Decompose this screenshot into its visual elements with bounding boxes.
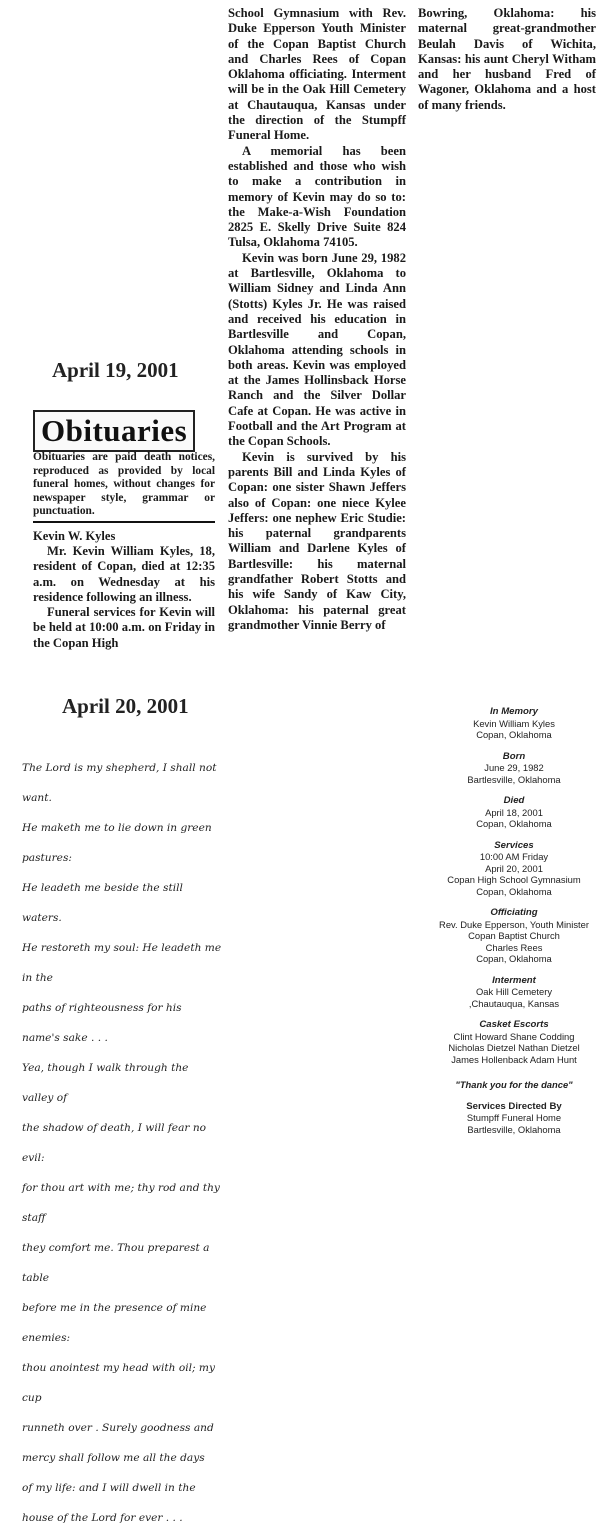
psalm-line: He maketh me to lie down in green pastures:	[22, 822, 212, 864]
section-heading: Officiating	[490, 907, 538, 918]
section-in-memory	[414, 706, 614, 741]
section-line: Stumpff Funeral Home	[466, 1112, 562, 1123]
section-heading: Casket Escorts	[479, 1019, 549, 1030]
section-died	[414, 795, 614, 830]
deceased-name: Kevin W. Kyles	[33, 529, 116, 543]
obituary-paragraph: School Gymnasium with Rev. Duke Epperson Youth Minister of the Copan Baptist Church and Charles Rees of Copan Oklahoma officiating. Interment will be in the Oak Hill Cemetery at Chautauqua, Kansas under the direction of the Stumpff Funeral Home.	[228, 6, 406, 143]
service-program	[414, 706, 614, 1135]
psalm-line: they comfort me. Thou preparest a table	[22, 1242, 210, 1284]
psalm-line: house of the Lord for ever . . .	[22, 1512, 183, 1524]
section-line: Copan, Oklahoma	[476, 885, 552, 897]
psalm-line: thou anointest my head with oil; my cup	[22, 1362, 215, 1404]
program-date: April 20, 2001	[62, 694, 189, 718]
psalm-line: paths of righteousness for his name's sake . . .	[22, 1002, 182, 1044]
psalm-line: mercy shall follow me all the days	[22, 1452, 205, 1464]
section-line: Bartlesville, Oklahoma	[467, 1123, 561, 1135]
obituary-paragraph: Mr. Kevin William Kyles, 18, resident of Copan, died at 12:35 a.m. on Wednesday at his residence following an illness.	[33, 544, 215, 604]
section-interment	[414, 975, 614, 1010]
section-officiating	[414, 907, 614, 965]
section-heading: Born	[502, 750, 526, 762]
section-line: Kevin William Kyles	[473, 717, 555, 729]
section-line: Clint Howard Shane Codding	[453, 1030, 575, 1042]
psalm-line: the shadow of death, I will fear no evil:	[22, 1122, 207, 1164]
section-line: Bartlesville, Oklahoma	[467, 773, 561, 785]
obituary-paragraph: Kevin is survived by his parents Bill and Linda Kyles of Copan: one sister Shawn Jeffers also of Copan: one niece Kylee Jeffers: one nephew Eric Studie: his paternal grandparents William and Darlene Kyles of Bartlesville: his maternal grandfather Robert Stotts and his wife Sandy of Kaw City, Oklahoma: his paternal great grandmother Vinnie Berry of	[228, 449, 406, 632]
section-line: 10:00 AM Friday	[479, 851, 549, 862]
section-line: Rev. Duke Epperson, Youth Minister	[439, 918, 589, 930]
section-line: Copan High School Gymnasium	[447, 874, 581, 885]
obituary-paragraph: Bowring, Oklahoma: his maternal great-grandmother Beulah Davis of Wichita, Kansas: his aunt Cheryl Witham and her husband Fred of Wagoner, Oklahoma and a host of many friends.	[418, 6, 596, 112]
section-heading: Interment	[492, 974, 536, 986]
obituary-column-2	[228, 6, 406, 633]
obituary-notice: Obituaries are paid death notices, reproduced as provided by local funeral homes, without changes for newspaper style, grammar or punctuation.	[33, 451, 215, 518]
obituary-date: April 19, 2001	[52, 358, 179, 382]
obituary-column-3	[418, 6, 596, 113]
section-casket-escorts	[414, 1019, 614, 1065]
section-line: Charles Rees	[485, 941, 543, 953]
obituary-column-1	[33, 529, 215, 651]
psalm-line: for thou art with me; thy rod and thy staff	[22, 1182, 220, 1224]
section-services	[414, 840, 614, 898]
obituaries-masthead	[33, 410, 215, 452]
psalm-line: before me in the presence of mine enemies:	[22, 1302, 207, 1344]
section-heading: Services Directed By	[466, 1100, 562, 1112]
section-line: Copan, Oklahoma	[476, 818, 552, 829]
section-heading: Services	[494, 839, 534, 851]
psalm-23	[22, 753, 222, 1533]
psalm-line: He restoreth my soul: He leadeth me in the	[22, 942, 222, 984]
psalm-line: The Lord is my shepherd, I shall not want.	[22, 762, 217, 804]
obituary-paragraph: Funeral services for Kevin will be held at 10:00 a.m. on Friday in the Copan High	[33, 605, 215, 650]
section-heading: Died	[503, 795, 525, 806]
section-born	[414, 751, 614, 786]
psalm-line: runneth over . Surely goodness and	[22, 1422, 214, 1434]
section-line: Copan, Oklahoma	[476, 729, 552, 740]
section-line: ,Chautauqua, Kansas	[468, 997, 560, 1009]
thank-you-quote: "Thank you for the dance"	[455, 1079, 573, 1090]
section-divider	[33, 521, 215, 523]
section-line: June 29, 1982	[484, 762, 544, 773]
masthead-title: Obituaries	[33, 410, 195, 452]
section-line: James Hollenback Adam Hunt	[451, 1053, 577, 1065]
psalm-line: He leadeth me beside the still waters.	[22, 882, 183, 924]
section-line: Copan Baptist Church	[468, 930, 560, 941]
obituary-paragraph: A memorial has been established and those who wish to make a contribution in memory of Kevin may do so to: the Make-a-Wish Foundation 2825 E. Skelly Drive Suite 824 Tulsa, Oklahoma 74105.	[228, 143, 406, 250]
psalm-line: of my life: and I will dwell in the	[22, 1482, 196, 1494]
section-line: Nicholas Dietzel Nathan Dietzel	[448, 1042, 580, 1053]
section-line: April 18, 2001	[485, 806, 543, 818]
section-heading: In Memory	[490, 706, 538, 717]
section-line: Copan, Oklahoma	[476, 953, 552, 964]
psalm-line: Yea, though I walk through the valley of	[22, 1062, 189, 1104]
section-line: April 20, 2001	[485, 862, 543, 874]
section-line: Oak Hill Cemetery	[475, 986, 553, 997]
section-directed-by	[414, 1101, 614, 1136]
obituary-paragraph: Kevin was born June 29, 1982 at Bartlesville, Oklahoma to William Sidney and Linda Ann (Stotts) Kyles Jr. He was raised and received his education in Bartlesville and Copan, Oklahoma attending schools in both areas. Kevin was employed at the James Hollinsback Horse Ranch and the Silver Dollar Cafe at Copan. He was active in Football and the Art Program at the Copan Schools.	[228, 250, 406, 449]
